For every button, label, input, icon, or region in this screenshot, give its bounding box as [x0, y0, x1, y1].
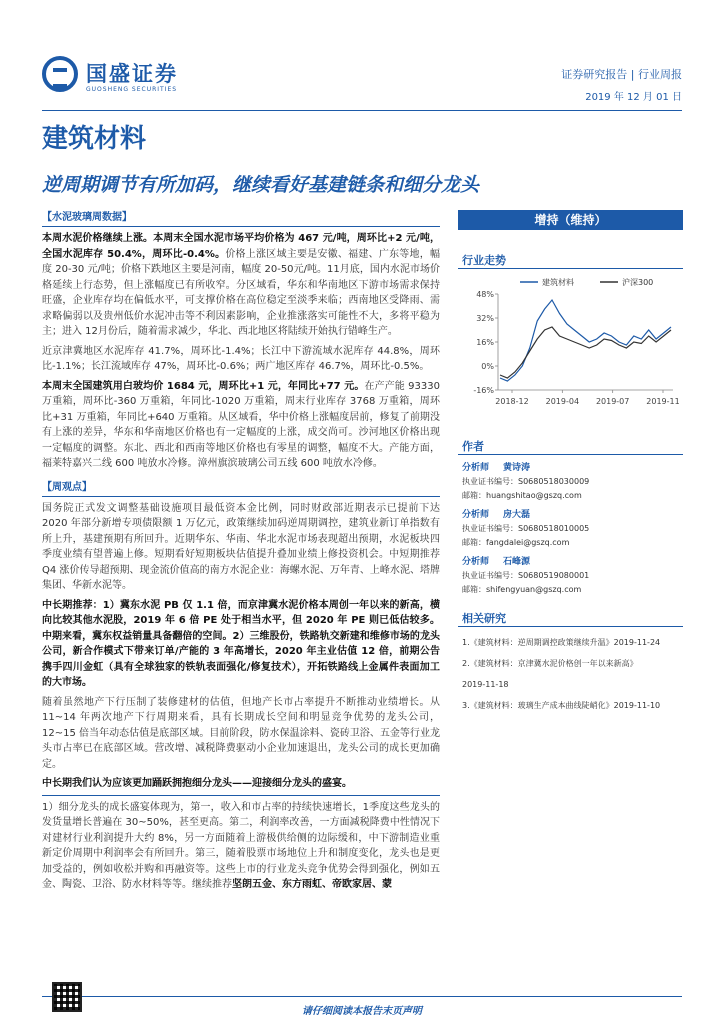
- report-headline: 逆周期调节有所加码，继续看好基建链条和细分龙头: [42, 174, 480, 196]
- analyst-card: [462, 554, 682, 595]
- related-research-item[interactable]: 1.《建筑材料：逆周期调控政策继续升温》2019-11-24: [462, 638, 661, 647]
- authors-divider: [458, 454, 683, 455]
- section-divider: [42, 496, 440, 497]
- paragraph-leaders-body: 1）细分龙头的成长盛宴体现为，第一，收入和市占率的持续快速增长，1季度这些龙头的发货量增长普遍在 30~50%，甚至更高。第二，利润率改善，一方面减税降费中性情况下对建材行业利润提升大约 8%，另一方面随着上游极供给侧的边际缓和，中下游制造业重新定价周期中利润率会有所回升。第三，随着股票市场地位上升和制度变化，龙头也是更加受益的，例如收松并购和再融资等。这些上市的行业龙头竞争优势会得到强化，例如五金、陶瓷、卫浴、防水材料等等。继续推荐: [42, 801, 440, 890]
- related-research-item-date: 2019-11-18: [462, 680, 509, 689]
- paragraph-recommendation-text: 中长期推荐：1）冀东水泥 PB 仅 1.1 倍，而京津冀水泥价格本周创一年以来的新高，横向比较其他水泥股，2019 年 6 倍 PE 处于相当水平，但 2020 年 PE 则已低估较多。中期来看，冀东权益销量具备翻倍的空间。2）三维股份，铁路轨交新建和维修市场的龙头公司，新合作模式下带来订单/产能的 3 年高增长，2020 年主业估值 12 倍，前期公告携手四川金虹（具有全球独家的铁轨表面强化/修复技术），开拓铁路线上金属件表面加工的大市场。: [42, 599, 440, 688]
- paragraph-policy: 国务院正式发文调整基础设施项目最低资本金比例，同时财政部近期表示已提前下达 2020 年部分新增专项债限额 1 万亿元，政策继续加码逆周期调控，建筑业新订单指数有所上升，基建预期有所回升。近期华东、华南、华北水泥市场表现超出预期，水泥板块四季度业绩有望普遍上修。短期看好短期板块估值提升叠加业绩上修投资机会。中短期推荐 Q4 涨价传导超预期、现金流价值高的南方水泥企业：海螺水泥、万年青、上峰水泥、塔牌集团、华新水泥等。: [42, 502, 440, 591]
- analyst-email[interactable]: fangdalei@gszq.com: [486, 538, 570, 547]
- company-name-en: GUOSHENG SECURITIES: [86, 86, 178, 93]
- analyst-email-label: 邮箱：: [462, 585, 486, 594]
- x-tick-label: 2019-11: [646, 397, 680, 406]
- analyst-card: [462, 507, 682, 548]
- paragraph-recommendation: [42, 598, 440, 691]
- y-tick-label: 48%: [476, 290, 494, 299]
- related-divider: [458, 626, 683, 627]
- analyst-email-label: 邮箱：: [462, 538, 486, 547]
- section-divider: [42, 226, 440, 227]
- x-tick-label: 2019-04: [545, 397, 580, 406]
- paragraph-cement: [42, 231, 440, 340]
- paragraph-glass: [42, 379, 440, 472]
- analyst-role: 分析师: [462, 463, 490, 473]
- analyst-role: 分析师: [462, 557, 490, 567]
- y-tick-label: -16%: [473, 386, 494, 395]
- report-type: 证券研究报告 | 行业周报: [561, 68, 682, 81]
- sector-title: 建筑材料: [42, 124, 147, 154]
- industry-trend-chart: [458, 272, 683, 412]
- authors-title: 作者: [462, 440, 484, 453]
- y-tick-label: 0%: [481, 362, 494, 371]
- paragraph-glass-lead: 本周末全国建筑用白玻均价 1684 元，周环比+1 元，年同比+77 元。: [42, 380, 365, 392]
- analyst-role: 分析师: [462, 510, 490, 520]
- related-research-item[interactable]: 3.《建筑材料：玻璃生产成本曲线陡峭化》2019-11-10: [462, 701, 661, 710]
- chart-series: [500, 300, 671, 381]
- analyst-cert-label: 执业证书编号：: [462, 524, 518, 533]
- analyst-card: [462, 460, 682, 501]
- analyst-cert: S0680518010005: [518, 524, 590, 533]
- y-tick-label: 16%: [476, 338, 494, 347]
- analyst-list: [462, 460, 682, 595]
- paragraph-leaders-stocks: 坚朗五金、东方雨虹、帝欧家居、蒙: [232, 879, 392, 890]
- header-divider: [42, 110, 682, 111]
- paragraph-property: 随着虽然地产下行压制了装修建材的估值，但地产长市占率提升不断推动业绩增长。从 11~14 年两次地产下行周期来看，具有长期成长空间和明显竞争优势的龙头公司，12~15 倍当年动态估值是底部区域。目前阶段，防水保温涂料、瓷砖卫浴、五金等行业龙头市占率已在底部区域。营改增、减税降费驱动小企业加速退出，龙头公司的成长更加确定。: [42, 696, 440, 770]
- company-name: 国盛证券: [86, 62, 178, 86]
- paragraph-cement-lead: 本周水泥价格继续上涨。本周末全国水泥市场平均价格为 467 元/吨，周环比+2 元/吨，全国水泥库存 50.4%，周环比-0.4%。: [42, 233, 440, 260]
- analyst-name: 房大磊: [503, 510, 531, 520]
- trend-divider: [458, 268, 683, 269]
- analyst-email-label: 邮箱：: [462, 491, 486, 500]
- section-title-weekly-view: 【周观点】: [42, 481, 92, 493]
- paragraph-leaders-heading: [42, 776, 440, 792]
- paragraph-glass-body: 在产产能 93330 万重箱，周环比-360 万重箱，年同比-1020 万重箱，周末行业库存 3768 万重箱，周环比+31 万重箱，年同比+640 万重箱。从区域看，华中价格上涨幅度居前，修复了前期没有上涨的差异，华东和华南地区价格也有一定幅度的上涨，成交尚可。沙河地区价格出现一定幅度的调整。东北、西北和西南等地区价格也有零星的调整，幅度不大。产能方面，福莱特嘉兴二线 600 吨放水冷修。漳州旗滨玻璃公司五线 600 吨放水冷修。: [42, 380, 440, 469]
- analyst-cert: S0680518030009: [518, 477, 590, 486]
- footer-disclaimer: 请仔细阅读本报告末页声明: [302, 1006, 422, 1017]
- chart-axes: [495, 294, 673, 393]
- footer-divider: [42, 996, 682, 997]
- paragraph-leaders-heading-text: 中长期我们认为应该更加踊跃拥抱细分龙头——迎接细分龙头的盛宴。: [42, 778, 352, 789]
- paragraph-cement-body: 价格上涨区域主要是安徽、福建、广东等地，幅度 20-30 元/吨；价格下跌地区主要是河南，幅度 20-50元/吨。11月底，国内水泥市场价格延续上行态势，但上涨幅度已有所收窄。分区域看，华东和华南地区下游市场需求保持旺盛，企业库存均在偏低水平，可支撑价格在高位稳定至淡季来临；西南地区受降雨、需求略偏弱以及贵州低价水泥冲击等不利因素影响，企业推涨落实可能性不大，多将平稳为主；进入 12月份后，随着需求减少，华北、西北地区将陆续开始执行错峰生产。: [42, 248, 440, 337]
- y-tick-label: 32%: [476, 314, 494, 323]
- chart-legend: [520, 277, 653, 287]
- paragraph-inventory: 近京津冀地区水泥库存 41.7%，周环比-1.4%；长江中下游流域水泥库存 44.8%，周环比-1.1%；长江流域库存 47%，周环比-0.6%；两广地区库存 46.7%，周环比-0.5%。: [42, 345, 440, 372]
- section-divider: [42, 795, 440, 796]
- related-research-list: [462, 632, 684, 716]
- legend-label: 建筑材料: [542, 278, 574, 287]
- legend-label: 沪深300: [622, 278, 654, 287]
- analyst-cert-label: 执业证书编号：: [462, 571, 518, 580]
- rating-badge: 增持（维持）: [458, 210, 683, 230]
- analyst-cert-label: 执业证书编号：: [462, 477, 518, 486]
- left-column: [42, 208, 440, 893]
- company-logo-icon: [42, 56, 78, 92]
- analyst-cert: S0680519080001: [518, 571, 590, 580]
- series-line-0: [500, 300, 671, 381]
- x-tick-label: 2018-12: [495, 397, 529, 406]
- section-title-weekly-data: 【水泥玻璃周数据】: [42, 212, 132, 223]
- related-research-item[interactable]: 2.《建筑材料：京津冀水泥价格创一年以来新高》: [462, 659, 638, 668]
- analyst-email[interactable]: huangshitao@gszq.com: [486, 491, 582, 500]
- paragraph-leaders: [42, 800, 440, 893]
- report-date: 2019 年 12 月 01 日: [585, 92, 682, 103]
- related-research-title: 相关研究: [462, 612, 506, 625]
- trend-title: 行业走势: [462, 254, 506, 267]
- x-tick-label: 2019-07: [595, 397, 630, 406]
- chart-tick-labels: [473, 290, 679, 406]
- analyst-email[interactable]: shifengyuan@gszq.com: [486, 585, 582, 594]
- analyst-name: 石峰源: [503, 557, 531, 567]
- analyst-name: 黄诗涛: [503, 463, 531, 473]
